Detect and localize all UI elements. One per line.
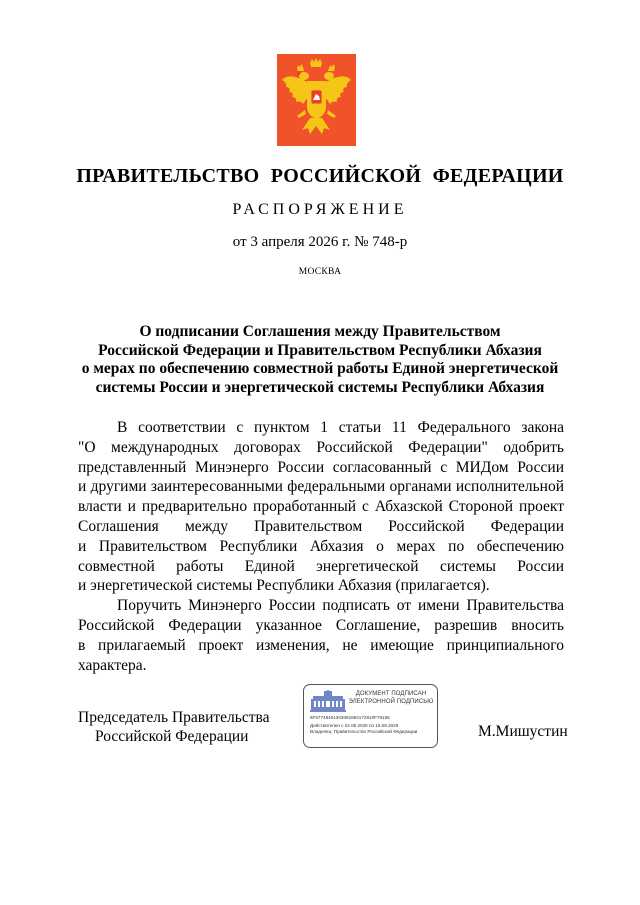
body-line: представленный Минэнерго России согласованный с МИДом России xyxy=(78,458,564,476)
document-date-number: от 3 апреля 2026 г. № 748-р xyxy=(232,234,408,250)
signatory-position xyxy=(78,708,278,746)
paragraph-approve xyxy=(78,418,564,596)
body-line: характера. xyxy=(78,656,147,674)
signatory-position-line: Председатель Правительства xyxy=(78,709,270,726)
electronic-signature-stamp xyxy=(303,684,438,748)
stamp-owner: Владелец: Правительство Российской Федерации xyxy=(310,729,418,734)
body-line: В соответствии с пунктом 1 статьи 11 Федерального закона xyxy=(117,419,564,436)
body-line: и Правительством Республики Абхазия о мерах по обеспечению xyxy=(78,537,564,555)
body-line: "О международных договорах Российской Федерации" одобрить xyxy=(78,438,564,456)
document-type: РАСПОРЯЖЕНИЕ xyxy=(232,201,408,218)
document-subject xyxy=(60,323,580,397)
subject-line: системы России и энергетической системы Республики Абхазия xyxy=(95,378,545,396)
stamp-heading xyxy=(347,691,435,706)
government-title: ПРАВИТЕЛЬСТВО РОССИЙСКОЙ ФЕДЕРАЦИИ xyxy=(76,165,564,187)
paragraph-instruct xyxy=(78,596,564,675)
stamp-certificate-serial: 6F67748401303081884172810F79155 xyxy=(310,715,390,720)
body-line: и другими заинтересованными федеральными органами исполнительной xyxy=(78,478,564,496)
coat-of-arms-emblem-icon xyxy=(277,54,356,146)
subject-line: Российской Федерации и Правительством Республики Абхазия xyxy=(98,341,542,359)
stamp-heading-line: ЭЛЕКТРОННОЙ ПОДПИСЬЮ xyxy=(348,698,434,705)
document-body xyxy=(78,418,564,675)
stamp-heading-line: ДОКУМЕНТ ПОДПИСАН xyxy=(355,691,427,697)
body-line: в прилагаемый проект изменения, не имеющие принципиального xyxy=(78,636,564,654)
subject-line: О подписании Соглашения между Правительством xyxy=(139,323,501,340)
stamp-validity: Действителен с 22.05.2025 по 15.08.2026 xyxy=(310,723,399,728)
body-line: совместной работы Единой энергетической системы России xyxy=(78,557,564,575)
body-line: власти и предварительно проработанный с Абхазской Стороной проект xyxy=(78,498,564,516)
signatory-name: М.Мишустин xyxy=(478,723,568,740)
signatory-position-line: Российской Федерации xyxy=(95,728,249,745)
body-line: Поручить Минэнерго России подписать от имени Правительства xyxy=(117,597,564,615)
subject-line: о мерах по обеспечению совместной работы Единой энергетической xyxy=(81,360,559,377)
government-building-icon xyxy=(310,690,346,712)
body-line: и энергетической системы Республики Абхазия (прилагается). xyxy=(78,577,490,595)
body-line: Российской Федерации указанное Соглашение, разрешив вносить xyxy=(78,616,564,634)
body-line: Соглашения между Правительством Российской Федерации xyxy=(78,517,564,535)
document-city: МОСКВА xyxy=(298,267,342,277)
